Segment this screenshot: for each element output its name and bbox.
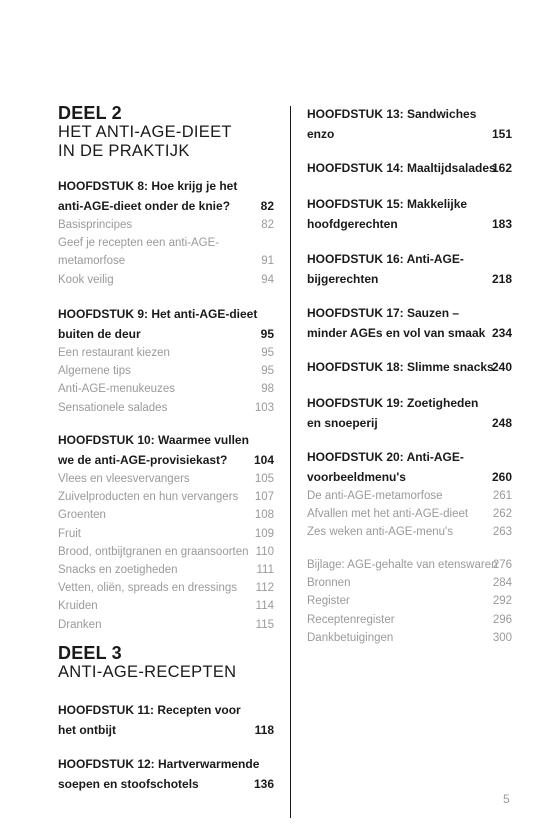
chapter-14 — [307, 158, 512, 178]
section-list — [58, 216, 274, 289]
chapter-17 — [307, 303, 512, 343]
part-2-subtitle: HET ANTI-AGE-DIEET IN DE PRAKTIJK — [58, 123, 232, 160]
section-item[interactable]: Een restaurant kiezen 95 — [58, 347, 274, 359]
section-item[interactable]: Kruiden 114 — [58, 600, 274, 613]
column-divider — [290, 106, 291, 818]
chapter-page-number: 151 — [491, 127, 512, 141]
chapter-heading[interactable]: HOOFDSTUK 12: Hartverwarmende soepen en stoofschotels 136 — [58, 754, 274, 794]
chapter-heading[interactable]: HOOFDSTUK 8: Hoe krijg je het anti-AGE-dieet onder de knie? 82 — [58, 176, 274, 216]
section-item[interactable]: Zes weken anti-AGE-menu's 263 — [307, 526, 512, 539]
section-item[interactable]: Basisprincipes 82 — [58, 219, 274, 231]
section-item[interactable]: Zuivelproducten en hun vervangers 107 — [58, 491, 274, 504]
appendix-item[interactable]: Receptenregister 296 — [307, 613, 512, 626]
part-3-subtitle: ANTI-AGE-RECEPTEN — [58, 663, 237, 681]
chapter-19 — [307, 393, 512, 433]
chapter-page-number: 260 — [491, 470, 512, 484]
chapter-18 — [307, 357, 512, 377]
appendix-item[interactable]: Dankbetuigingen 300 — [307, 631, 512, 644]
chapter-page-number: 82 — [260, 199, 274, 213]
chapter-16 — [307, 249, 512, 289]
chapter-heading[interactable]: HOOFDSTUK 16: Anti-AGE- bijgerechten 218 — [307, 249, 512, 289]
part-2-title: DEEL 2 — [58, 103, 122, 123]
chapter-13 — [307, 104, 512, 144]
section-item[interactable]: Afvallen met het anti-AGE-dieet 262 — [307, 508, 512, 521]
chapter-page-number: 104 — [253, 453, 274, 467]
part-3-header — [58, 644, 274, 682]
appendix-item[interactable]: Register 292 — [307, 595, 512, 608]
section-item[interactable]: Groenten 108 — [58, 509, 274, 522]
chapter-15 — [307, 194, 512, 234]
section-item[interactable]: Fruit 109 — [58, 527, 274, 540]
section-item[interactable]: Algemene tips 95 — [58, 365, 274, 378]
appendix-item[interactable]: Bijlage: AGE-gehalte van etenswaren 276 — [307, 559, 512, 571]
chapter-11 — [58, 700, 274, 740]
section-item[interactable]: Brood, ontbijtgranen en graansoorten 110 — [58, 545, 274, 558]
chapter-heading[interactable]: HOOFDSTUK 13: Sandwiches enzo 151 — [307, 104, 512, 144]
chapter-page-number: 248 — [491, 416, 512, 430]
chapter-page-number: 95 — [260, 327, 274, 341]
section-list — [58, 470, 274, 634]
chapter-page-number: 183 — [491, 217, 512, 231]
chapter-9 — [58, 304, 274, 417]
section-item[interactable]: Snacks en zoetigheden 111 — [58, 564, 274, 577]
section-item[interactable]: Vlees en vleesvervangers 105 — [58, 473, 274, 485]
chapter-heading[interactable]: HOOFDSTUK 10: Waarmee vullen we de anti-AGE-provisiekast? 104 — [58, 430, 274, 470]
chapter-20 — [307, 447, 512, 542]
section-list — [307, 487, 512, 542]
chapter-page-number: 218 — [491, 272, 512, 286]
chapter-heading[interactable]: HOOFDSTUK 19: Zoetigheden en snoeperij 248 — [307, 393, 512, 433]
section-item[interactable]: metamorfose 91 — [58, 255, 274, 268]
section-item[interactable]: Anti-AGE-menukeuzes 98 — [58, 383, 274, 396]
section-item[interactable]: Kook veilig 94 — [58, 273, 274, 286]
part-2-header — [58, 104, 274, 161]
chapter-page-number: 118 — [254, 723, 274, 737]
chapter-8 — [58, 176, 274, 289]
section-item[interactable]: Sensationele salades 103 — [58, 401, 274, 414]
chapter-heading[interactable]: HOOFDSTUK 11: Recepten voor het ontbijt 118 — [58, 700, 274, 740]
section-item[interactable]: Dranken 115 — [58, 618, 274, 631]
page-number: 5 — [503, 792, 510, 806]
chapter-heading[interactable]: HOOFDSTUK 14: Maaltijdsalades 162 — [307, 158, 512, 178]
appendix-item[interactable]: Bronnen 284 — [307, 577, 512, 590]
appendix — [307, 556, 512, 647]
section-list — [58, 344, 274, 417]
chapter-10 — [58, 430, 274, 634]
chapter-heading[interactable]: HOOFDSTUK 18: Slimme snacks 240 — [307, 357, 512, 377]
chapter-heading[interactable]: HOOFDSTUK 20: Anti-AGE- voorbeeldmenu's 260 — [307, 447, 512, 487]
section-item[interactable]: Vetten, oliën, spreads en dressings 112 — [58, 582, 274, 595]
chapter-heading[interactable]: HOOFDSTUK 17: Sauzen – minder AGEs en vol van smaak 234 — [307, 303, 512, 343]
chapter-page-number: 240 — [491, 360, 512, 374]
section-item[interactable]: De anti-AGE-metamorfose 261 — [307, 490, 512, 502]
chapter-12 — [58, 754, 274, 794]
part-3-title: DEEL 3 — [58, 643, 122, 663]
chapter-heading[interactable]: HOOFDSTUK 15: Makkelijke hoofdgerechten 183 — [307, 194, 512, 234]
appendix-list — [307, 556, 512, 647]
chapter-page-number: 234 — [491, 326, 512, 340]
chapter-page-number: 136 — [253, 777, 274, 791]
chapter-heading[interactable]: HOOFDSTUK 9: Het anti-AGE-dieet buiten de deur 95 — [58, 304, 274, 344]
section-item[interactable]: Geef je recepten een anti-AGE- — [58, 237, 220, 250]
chapter-page-number: 162 — [491, 161, 512, 175]
